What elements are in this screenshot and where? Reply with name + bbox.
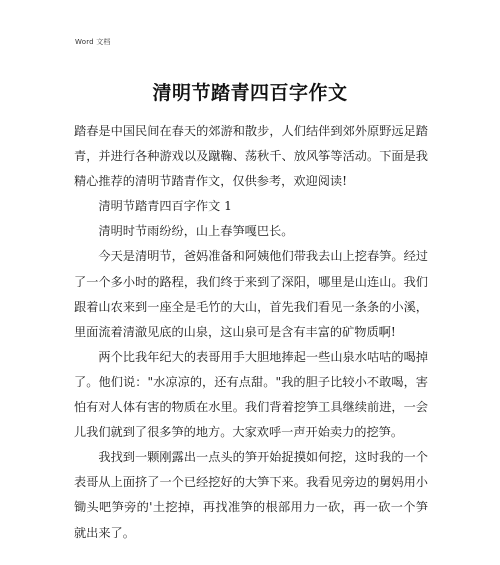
paragraph: 清明时节雨纷纷，山上春笋嘎巴长。: [98, 224, 294, 239]
document-header-label: Word 文档: [75, 38, 111, 46]
paragraph: 两个比我年纪大的表哥用手大胆地捧起一些山泉水咕咕的喝掉了。他们说："水凉凉的，还有点甜。"我的胆子比较小不敢喝，害怕有对人体有害的物质在水里。我们背着挖笋工具继续前进，一会儿我们就到了很多笋的地方。大家欢呼一声开始卖力的挖笋。: [74, 349, 428, 440]
document-body: [74, 119, 428, 546]
paragraph-subtitle: 清明节踏青四百字作文 1: [98, 199, 232, 214]
paragraph-intro: 踏春是中国民间在春天的郊游和散步，人们结伴到郊外原野远足踏青，并进行各种游戏以及蹴鞠、荡秋千、放风筝等活动。下面是我精心推荐的清明节踏青作文，仅供参考，欢迎阅读!: [74, 124, 428, 189]
document-title: 清明节踏青四百字作文: [152, 82, 348, 104]
paragraph: 今天是清明节，爸妈准备和阿姨他们带我去山上挖春笋。经过了一个多小时的路程，我们终于来到了深阳，哪里是山连山。我们跟着山农来到一座全是毛竹的大山，首先我们看见一条条的小溪，里面流着清澈见底的山泉，这山泉可是含有丰富的矿物质啊!: [74, 249, 428, 339]
paragraph: 我找到一颗刚露出一点头的笋开始捉摸如何挖，这时我的一个表哥从上面挤了一个已经挖好的大笋下来。我看见旁边的舅妈用小锄头吧笋旁的'土挖掉，再找准笋的根部用力一砍，再一砍一个笋就出来了。: [74, 450, 428, 540]
